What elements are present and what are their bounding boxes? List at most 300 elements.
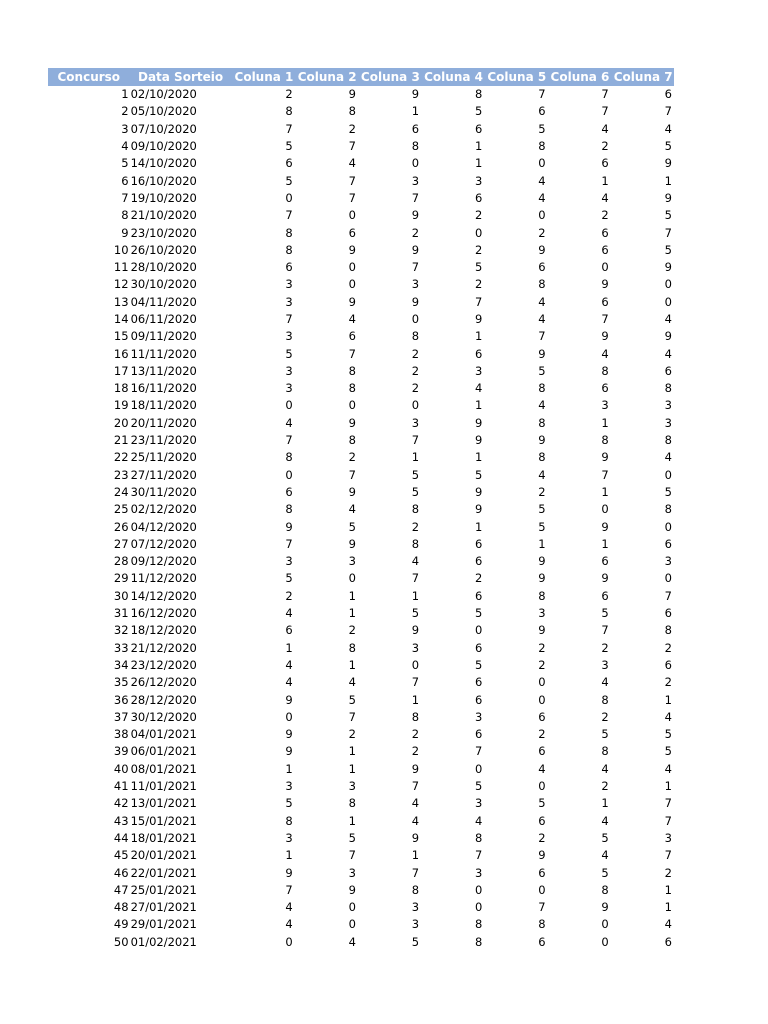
cell-coluna-3[interactable]: 7 bbox=[411, 190, 420, 205]
cell-coluna-4[interactable]: 6 bbox=[475, 675, 483, 690]
cell-coluna-6[interactable]: 1 bbox=[601, 484, 609, 499]
cell-coluna-7[interactable]: 4 bbox=[664, 709, 672, 724]
cell-coluna-2[interactable]: 0 bbox=[348, 277, 356, 292]
cell-data-sorteio[interactable]: 20/11/2020 bbox=[130, 415, 197, 430]
cell-coluna-1[interactable]: 3 bbox=[285, 277, 293, 292]
cell-coluna-6[interactable]: 8 bbox=[601, 692, 609, 707]
cell-data-sorteio[interactable]: 26/10/2020 bbox=[130, 242, 197, 257]
cell-coluna-6[interactable]: 4 bbox=[601, 346, 609, 361]
cell-coluna-3[interactable]: 7 bbox=[411, 675, 420, 690]
cell-coluna-1[interactable]: 4 bbox=[285, 415, 293, 430]
cell-coluna-6[interactable]: 1 bbox=[601, 173, 609, 188]
cell-coluna-7[interactable]: 4 bbox=[664, 312, 672, 326]
cell-coluna-4[interactable]: 1 bbox=[475, 156, 483, 171]
cell-coluna-4[interactable]: 1 bbox=[475, 450, 483, 465]
cell-coluna-5[interactable]: 8 bbox=[538, 381, 546, 396]
cell-coluna-7[interactable]: 0 bbox=[664, 294, 672, 309]
cell-coluna-2[interactable]: 9 bbox=[348, 294, 356, 309]
cell-coluna-3[interactable]: 9 bbox=[411, 208, 420, 223]
cell-coluna-7[interactable]: 7 bbox=[664, 104, 672, 119]
cell-coluna-1[interactable]: 4 bbox=[285, 657, 293, 672]
cell-coluna-7[interactable]: 4 bbox=[664, 346, 672, 361]
cell-data-sorteio[interactable]: 29/01/2021 bbox=[130, 917, 197, 932]
cell-coluna-2[interactable]: 1 bbox=[348, 744, 356, 759]
cell-coluna-7[interactable]: 4 bbox=[664, 450, 672, 465]
cell-coluna-3[interactable]: 1 bbox=[411, 104, 420, 119]
cell-coluna-6[interactable]: 6 bbox=[601, 381, 609, 396]
cell-coluna-4[interactable]: 9 bbox=[475, 312, 483, 326]
cell-coluna-5[interactable]: 0 bbox=[538, 208, 546, 223]
cell-coluna-2[interactable]: 1 bbox=[348, 606, 356, 621]
cell-coluna-7[interactable]: 6 bbox=[664, 657, 672, 672]
cell-coluna-1[interactable]: 3 bbox=[285, 779, 293, 794]
cell-data-sorteio[interactable]: 04/01/2021 bbox=[130, 727, 197, 742]
cell-concurso[interactable]: 39 bbox=[113, 744, 129, 759]
cell-coluna-2[interactable]: 0 bbox=[348, 398, 356, 413]
cell-coluna-7[interactable]: 3 bbox=[664, 398, 672, 413]
cell-coluna-1[interactable]: 3 bbox=[285, 381, 293, 396]
header-coluna-3[interactable]: Coluna 3 bbox=[358, 68, 421, 86]
cell-coluna-5[interactable]: 4 bbox=[538, 761, 546, 776]
cell-coluna-6[interactable]: 5 bbox=[601, 865, 609, 880]
cell-coluna-6[interactable]: 7 bbox=[601, 623, 609, 638]
cell-coluna-1[interactable]: 7 bbox=[285, 121, 293, 136]
cell-coluna-6[interactable]: 5 bbox=[601, 830, 609, 845]
cell-concurso[interactable]: 50 bbox=[113, 934, 129, 949]
cell-coluna-2[interactable]: 4 bbox=[348, 502, 356, 517]
cell-coluna-1[interactable]: 6 bbox=[285, 260, 293, 275]
cell-coluna-7[interactable]: 4 bbox=[664, 917, 672, 932]
cell-coluna-6[interactable]: 6 bbox=[601, 294, 609, 309]
cell-data-sorteio[interactable]: 07/10/2020 bbox=[130, 121, 197, 136]
cell-data-sorteio[interactable]: 08/01/2021 bbox=[130, 761, 197, 776]
cell-coluna-4[interactable]: 3 bbox=[475, 173, 483, 188]
cell-coluna-4[interactable]: 4 bbox=[475, 381, 483, 396]
cell-coluna-7[interactable]: 1 bbox=[664, 692, 672, 707]
header-concurso[interactable]: Concurso bbox=[48, 68, 130, 86]
cell-coluna-4[interactable]: 5 bbox=[475, 606, 483, 621]
cell-coluna-3[interactable]: 5 bbox=[411, 484, 420, 499]
cell-coluna-2[interactable]: 1 bbox=[348, 813, 356, 828]
cell-coluna-5[interactable]: 8 bbox=[538, 139, 546, 154]
cell-coluna-3[interactable]: 3 bbox=[411, 415, 420, 430]
header-coluna-1[interactable]: Coluna 1 bbox=[232, 68, 295, 86]
cell-coluna-1[interactable]: 5 bbox=[285, 173, 293, 188]
cell-coluna-5[interactable]: 9 bbox=[538, 623, 546, 638]
cell-coluna-3[interactable]: 0 bbox=[411, 657, 420, 672]
cell-coluna-5[interactable]: 5 bbox=[538, 519, 546, 534]
cell-coluna-3[interactable]: 1 bbox=[411, 588, 420, 603]
cell-concurso[interactable]: 34 bbox=[113, 657, 129, 672]
cell-coluna-2[interactable]: 9 bbox=[348, 882, 356, 897]
cell-concurso[interactable]: 31 bbox=[113, 606, 129, 621]
cell-data-sorteio[interactable]: 16/10/2020 bbox=[130, 173, 197, 188]
cell-concurso[interactable]: 15 bbox=[113, 329, 129, 344]
cell-coluna-3[interactable]: 1 bbox=[411, 450, 420, 465]
cell-data-sorteio[interactable]: 18/01/2021 bbox=[130, 830, 197, 845]
cell-coluna-6[interactable]: 9 bbox=[601, 519, 609, 534]
cell-coluna-2[interactable]: 7 bbox=[348, 709, 356, 724]
cell-concurso[interactable]: 14 bbox=[113, 312, 129, 326]
cell-data-sorteio[interactable]: 30/10/2020 bbox=[130, 277, 197, 292]
cell-coluna-4[interactable]: 3 bbox=[475, 796, 483, 811]
cell-concurso[interactable]: 48 bbox=[113, 900, 129, 915]
cell-coluna-5[interactable]: 6 bbox=[538, 260, 546, 275]
cell-coluna-1[interactable]: 4 bbox=[285, 675, 293, 690]
cell-coluna-5[interactable]: 4 bbox=[538, 190, 546, 205]
cell-coluna-4[interactable]: 8 bbox=[475, 917, 483, 932]
cell-coluna-2[interactable]: 1 bbox=[348, 657, 356, 672]
cell-coluna-5[interactable]: 4 bbox=[538, 312, 546, 326]
cell-coluna-5[interactable]: 4 bbox=[538, 467, 546, 482]
cell-coluna-6[interactable]: 0 bbox=[601, 934, 609, 949]
cell-coluna-2[interactable]: 8 bbox=[348, 796, 356, 811]
cell-coluna-4[interactable]: 5 bbox=[475, 104, 483, 119]
cell-coluna-7[interactable]: 1 bbox=[664, 900, 672, 915]
cell-data-sorteio[interactable]: 15/01/2021 bbox=[130, 813, 197, 828]
cell-coluna-6[interactable]: 3 bbox=[601, 398, 609, 413]
cell-coluna-7[interactable]: 5 bbox=[664, 208, 672, 223]
cell-data-sorteio[interactable]: 26/12/2020 bbox=[130, 675, 197, 690]
cell-coluna-6[interactable]: 8 bbox=[601, 363, 609, 378]
header-coluna-4[interactable]: Coluna 4 bbox=[421, 68, 484, 86]
cell-coluna-6[interactable]: 7 bbox=[601, 312, 609, 326]
cell-coluna-5[interactable]: 6 bbox=[538, 744, 546, 759]
cell-coluna-6[interactable]: 7 bbox=[601, 87, 609, 102]
cell-concurso[interactable]: 37 bbox=[113, 709, 129, 724]
cell-coluna-2[interactable]: 7 bbox=[348, 173, 356, 188]
cell-coluna-6[interactable]: 4 bbox=[601, 761, 609, 776]
cell-coluna-1[interactable]: 7 bbox=[285, 208, 293, 223]
cell-concurso[interactable]: 32 bbox=[113, 623, 129, 638]
cell-data-sorteio[interactable]: 30/11/2020 bbox=[130, 484, 197, 499]
cell-coluna-4[interactable]: 7 bbox=[475, 744, 483, 759]
cell-coluna-2[interactable]: 5 bbox=[348, 519, 356, 534]
cell-coluna-6[interactable]: 6 bbox=[601, 156, 609, 171]
cell-data-sorteio[interactable]: 07/12/2020 bbox=[130, 536, 197, 551]
cell-coluna-5[interactable]: 0 bbox=[538, 692, 546, 707]
cell-coluna-3[interactable]: 2 bbox=[411, 363, 420, 378]
cell-coluna-3[interactable]: 1 bbox=[411, 848, 420, 863]
cell-coluna-5[interactable]: 6 bbox=[538, 709, 546, 724]
cell-coluna-3[interactable]: 8 bbox=[411, 709, 420, 724]
cell-coluna-1[interactable]: 6 bbox=[285, 156, 293, 171]
cell-coluna-5[interactable]: 8 bbox=[538, 588, 546, 603]
cell-concurso[interactable]: 33 bbox=[113, 640, 129, 655]
cell-coluna-3[interactable]: 2 bbox=[411, 744, 420, 759]
cell-coluna-1[interactable]: 1 bbox=[285, 761, 293, 776]
cell-coluna-5[interactable]: 9 bbox=[538, 554, 546, 569]
cell-concurso[interactable]: 11 bbox=[113, 260, 129, 275]
cell-data-sorteio[interactable]: 14/10/2020 bbox=[130, 156, 197, 171]
cell-concurso[interactable]: 35 bbox=[113, 675, 129, 690]
cell-concurso[interactable]: 30 bbox=[113, 588, 129, 603]
cell-coluna-6[interactable]: 9 bbox=[601, 450, 609, 465]
cell-data-sorteio[interactable]: 28/10/2020 bbox=[130, 260, 197, 275]
cell-concurso[interactable]: 26 bbox=[113, 519, 129, 534]
cell-data-sorteio[interactable]: 27/01/2021 bbox=[130, 900, 197, 915]
cell-coluna-5[interactable]: 8 bbox=[538, 415, 546, 430]
header-coluna-2[interactable]: Coluna 2 bbox=[295, 68, 358, 86]
cell-coluna-4[interactable]: 2 bbox=[475, 242, 483, 257]
cell-coluna-3[interactable]: 2 bbox=[411, 346, 420, 361]
cell-coluna-7[interactable]: 9 bbox=[664, 156, 672, 171]
cell-data-sorteio[interactable]: 20/01/2021 bbox=[130, 848, 197, 863]
cell-concurso[interactable]: 40 bbox=[113, 761, 129, 776]
cell-coluna-2[interactable]: 2 bbox=[348, 121, 356, 136]
cell-coluna-6[interactable]: 0 bbox=[601, 260, 609, 275]
cell-coluna-4[interactable]: 3 bbox=[475, 709, 483, 724]
cell-coluna-4[interactable]: 0 bbox=[475, 225, 483, 240]
cell-coluna-3[interactable]: 5 bbox=[411, 467, 420, 482]
cell-coluna-4[interactable]: 7 bbox=[475, 294, 483, 309]
cell-coluna-1[interactable]: 0 bbox=[285, 934, 293, 949]
cell-coluna-4[interactable]: 1 bbox=[475, 139, 483, 154]
cell-coluna-2[interactable]: 2 bbox=[348, 623, 356, 638]
cell-coluna-5[interactable]: 2 bbox=[538, 640, 546, 655]
cell-coluna-2[interactable]: 0 bbox=[348, 917, 356, 932]
cell-coluna-7[interactable]: 5 bbox=[664, 242, 672, 257]
cell-data-sorteio[interactable]: 21/12/2020 bbox=[130, 640, 197, 655]
cell-coluna-7[interactable]: 1 bbox=[664, 779, 672, 794]
cell-coluna-3[interactable]: 8 bbox=[411, 536, 420, 551]
cell-data-sorteio[interactable]: 16/11/2020 bbox=[130, 381, 197, 396]
cell-coluna-4[interactable]: 1 bbox=[475, 398, 483, 413]
cell-coluna-4[interactable]: 6 bbox=[475, 727, 483, 742]
header-coluna-5[interactable]: Coluna 5 bbox=[484, 68, 547, 86]
cell-coluna-6[interactable]: 8 bbox=[601, 744, 609, 759]
cell-coluna-7[interactable]: 7 bbox=[664, 813, 672, 828]
cell-coluna-4[interactable]: 5 bbox=[475, 467, 483, 482]
cell-coluna-7[interactable]: 3 bbox=[664, 415, 672, 430]
cell-data-sorteio[interactable]: 21/10/2020 bbox=[130, 208, 197, 223]
cell-coluna-3[interactable]: 7 bbox=[411, 433, 420, 448]
cell-coluna-5[interactable]: 8 bbox=[538, 917, 546, 932]
cell-coluna-1[interactable]: 0 bbox=[285, 398, 293, 413]
cell-coluna-1[interactable]: 3 bbox=[285, 363, 293, 378]
cell-coluna-7[interactable]: 7 bbox=[664, 848, 672, 863]
cell-coluna-6[interactable]: 4 bbox=[601, 190, 609, 205]
cell-coluna-1[interactable]: 8 bbox=[285, 813, 293, 828]
cell-coluna-6[interactable]: 2 bbox=[601, 208, 609, 223]
cell-coluna-1[interactable]: 6 bbox=[285, 484, 293, 499]
cell-coluna-2[interactable]: 3 bbox=[348, 554, 356, 569]
cell-coluna-1[interactable]: 8 bbox=[285, 104, 293, 119]
cell-coluna-5[interactable]: 8 bbox=[538, 450, 546, 465]
cell-coluna-2[interactable]: 7 bbox=[348, 848, 356, 863]
cell-coluna-5[interactable]: 2 bbox=[538, 727, 546, 742]
cell-coluna-6[interactable]: 5 bbox=[601, 606, 609, 621]
cell-coluna-3[interactable]: 8 bbox=[411, 329, 420, 344]
cell-data-sorteio[interactable]: 06/01/2021 bbox=[130, 744, 197, 759]
cell-coluna-4[interactable]: 6 bbox=[475, 190, 483, 205]
cell-coluna-7[interactable]: 7 bbox=[664, 796, 672, 811]
cell-coluna-5[interactable]: 0 bbox=[538, 779, 546, 794]
cell-coluna-1[interactable]: 9 bbox=[285, 519, 293, 534]
cell-coluna-7[interactable]: 5 bbox=[664, 727, 672, 742]
cell-coluna-6[interactable]: 0 bbox=[601, 917, 609, 932]
cell-concurso[interactable]: 3 bbox=[121, 121, 129, 136]
cell-coluna-3[interactable]: 2 bbox=[411, 225, 420, 240]
cell-coluna-7[interactable]: 0 bbox=[664, 467, 672, 482]
cell-data-sorteio[interactable]: 14/12/2020 bbox=[130, 588, 197, 603]
cell-coluna-2[interactable]: 3 bbox=[348, 779, 356, 794]
cell-concurso[interactable]: 49 bbox=[113, 917, 129, 932]
cell-concurso[interactable]: 43 bbox=[113, 813, 129, 828]
cell-coluna-3[interactable]: 3 bbox=[411, 917, 420, 932]
cell-coluna-1[interactable]: 9 bbox=[285, 727, 293, 742]
cell-data-sorteio[interactable]: 25/11/2020 bbox=[130, 450, 197, 465]
cell-coluna-5[interactable]: 7 bbox=[538, 329, 546, 344]
cell-coluna-6[interactable]: 4 bbox=[601, 675, 609, 690]
cell-coluna-4[interactable]: 1 bbox=[475, 519, 483, 534]
cell-coluna-7[interactable]: 6 bbox=[664, 87, 672, 102]
cell-coluna-1[interactable]: 7 bbox=[285, 882, 293, 897]
cell-concurso[interactable]: 12 bbox=[113, 277, 129, 292]
cell-coluna-3[interactable]: 8 bbox=[411, 139, 420, 154]
cell-concurso[interactable]: 21 bbox=[113, 433, 129, 448]
cell-coluna-6[interactable]: 9 bbox=[601, 277, 609, 292]
cell-data-sorteio[interactable]: 04/12/2020 bbox=[130, 519, 197, 534]
cell-coluna-1[interactable]: 0 bbox=[285, 190, 293, 205]
cell-coluna-6[interactable]: 7 bbox=[601, 467, 609, 482]
cell-coluna-3[interactable]: 0 bbox=[411, 398, 420, 413]
cell-coluna-6[interactable]: 1 bbox=[601, 796, 609, 811]
cell-coluna-2[interactable]: 9 bbox=[348, 242, 356, 257]
cell-coluna-4[interactable]: 6 bbox=[475, 536, 483, 551]
cell-concurso[interactable]: 25 bbox=[113, 502, 129, 517]
cell-coluna-1[interactable]: 9 bbox=[285, 692, 293, 707]
cell-data-sorteio[interactable]: 02/10/2020 bbox=[130, 87, 197, 102]
cell-coluna-4[interactable]: 2 bbox=[475, 208, 483, 223]
cell-concurso[interactable]: 45 bbox=[113, 848, 129, 863]
cell-coluna-1[interactable]: 3 bbox=[285, 329, 293, 344]
cell-coluna-3[interactable]: 9 bbox=[411, 294, 420, 309]
cell-coluna-7[interactable]: 8 bbox=[664, 502, 672, 517]
cell-coluna-4[interactable]: 0 bbox=[475, 761, 483, 776]
cell-coluna-4[interactable]: 0 bbox=[475, 900, 483, 915]
cell-coluna-2[interactable]: 1 bbox=[348, 588, 356, 603]
cell-coluna-1[interactable]: 8 bbox=[285, 242, 293, 257]
cell-coluna-4[interactable]: 8 bbox=[475, 87, 483, 102]
cell-coluna-7[interactable]: 2 bbox=[664, 675, 672, 690]
cell-coluna-2[interactable]: 7 bbox=[348, 467, 356, 482]
cell-coluna-1[interactable]: 8 bbox=[285, 450, 293, 465]
cell-coluna-6[interactable]: 6 bbox=[601, 588, 609, 603]
cell-coluna-1[interactable]: 3 bbox=[285, 830, 293, 845]
cell-coluna-4[interactable]: 5 bbox=[475, 657, 483, 672]
cell-coluna-3[interactable]: 9 bbox=[411, 242, 420, 257]
cell-coluna-2[interactable]: 0 bbox=[348, 571, 356, 586]
cell-data-sorteio[interactable]: 09/11/2020 bbox=[130, 329, 197, 344]
cell-coluna-2[interactable]: 5 bbox=[348, 830, 356, 845]
cell-concurso[interactable]: 46 bbox=[113, 865, 129, 880]
cell-coluna-1[interactable]: 2 bbox=[285, 588, 293, 603]
cell-coluna-6[interactable]: 2 bbox=[601, 640, 609, 655]
cell-concurso[interactable]: 38 bbox=[113, 727, 129, 742]
cell-coluna-1[interactable]: 4 bbox=[285, 606, 293, 621]
cell-concurso[interactable]: 17 bbox=[113, 363, 129, 378]
cell-concurso[interactable]: 19 bbox=[113, 398, 129, 413]
cell-coluna-4[interactable]: 2 bbox=[475, 277, 483, 292]
cell-coluna-5[interactable]: 5 bbox=[538, 121, 546, 136]
cell-coluna-3[interactable]: 3 bbox=[411, 900, 420, 915]
cell-concurso[interactable]: 13 bbox=[113, 294, 129, 309]
cell-coluna-2[interactable]: 7 bbox=[348, 139, 356, 154]
cell-coluna-1[interactable]: 5 bbox=[285, 139, 293, 154]
cell-coluna-5[interactable]: 4 bbox=[538, 173, 546, 188]
cell-coluna-4[interactable]: 6 bbox=[475, 121, 483, 136]
cell-data-sorteio[interactable]: 13/11/2020 bbox=[130, 363, 197, 378]
cell-data-sorteio[interactable]: 02/12/2020 bbox=[130, 502, 197, 517]
cell-coluna-7[interactable]: 0 bbox=[664, 519, 672, 534]
cell-coluna-3[interactable]: 9 bbox=[411, 830, 420, 845]
cell-coluna-7[interactable]: 1 bbox=[664, 882, 672, 897]
cell-coluna-6[interactable]: 4 bbox=[601, 121, 609, 136]
cell-coluna-7[interactable]: 5 bbox=[664, 139, 672, 154]
cell-coluna-6[interactable]: 9 bbox=[601, 329, 609, 344]
cell-concurso[interactable]: 36 bbox=[113, 692, 129, 707]
cell-coluna-2[interactable]: 5 bbox=[348, 692, 356, 707]
cell-coluna-1[interactable]: 2 bbox=[285, 87, 293, 102]
cell-coluna-3[interactable]: 2 bbox=[411, 381, 420, 396]
cell-coluna-5[interactable]: 9 bbox=[538, 346, 546, 361]
cell-coluna-7[interactable]: 9 bbox=[664, 190, 672, 205]
cell-coluna-4[interactable]: 6 bbox=[475, 588, 483, 603]
cell-coluna-3[interactable]: 9 bbox=[411, 87, 420, 102]
cell-coluna-3[interactable]: 3 bbox=[411, 173, 420, 188]
cell-coluna-7[interactable]: 3 bbox=[664, 830, 672, 845]
cell-concurso[interactable]: 24 bbox=[113, 484, 129, 499]
cell-coluna-5[interactable]: 0 bbox=[538, 882, 546, 897]
cell-coluna-6[interactable]: 8 bbox=[601, 433, 609, 448]
cell-coluna-6[interactable]: 8 bbox=[601, 882, 609, 897]
cell-coluna-7[interactable]: 5 bbox=[664, 484, 672, 499]
cell-coluna-5[interactable]: 9 bbox=[538, 571, 546, 586]
cell-coluna-5[interactable]: 4 bbox=[538, 398, 546, 413]
cell-coluna-6[interactable]: 5 bbox=[601, 727, 609, 742]
cell-coluna-4[interactable]: 9 bbox=[475, 415, 483, 430]
cell-coluna-3[interactable]: 5 bbox=[411, 934, 420, 949]
cell-concurso[interactable]: 5 bbox=[121, 156, 129, 171]
cell-coluna-4[interactable]: 6 bbox=[475, 554, 483, 569]
cell-coluna-4[interactable]: 7 bbox=[475, 848, 483, 863]
cell-coluna-1[interactable]: 1 bbox=[285, 848, 293, 863]
cell-concurso[interactable]: 16 bbox=[113, 346, 129, 361]
cell-coluna-2[interactable]: 7 bbox=[348, 190, 356, 205]
cell-coluna-5[interactable]: 9 bbox=[538, 433, 546, 448]
cell-coluna-5[interactable]: 0 bbox=[538, 156, 546, 171]
cell-coluna-4[interactable]: 9 bbox=[475, 484, 483, 499]
cell-coluna-1[interactable]: 3 bbox=[285, 554, 293, 569]
cell-coluna-6[interactable]: 9 bbox=[601, 571, 609, 586]
cell-concurso[interactable]: 1 bbox=[121, 87, 129, 102]
cell-data-sorteio[interactable]: 01/02/2021 bbox=[130, 934, 197, 949]
cell-concurso[interactable]: 6 bbox=[121, 173, 129, 188]
cell-coluna-3[interactable]: 0 bbox=[411, 156, 420, 171]
cell-coluna-7[interactable]: 6 bbox=[664, 536, 672, 551]
cell-coluna-3[interactable]: 7 bbox=[411, 779, 420, 794]
cell-concurso[interactable]: 23 bbox=[113, 467, 129, 482]
cell-coluna-1[interactable]: 6 bbox=[285, 623, 293, 638]
cell-coluna-5[interactable]: 7 bbox=[538, 900, 546, 915]
cell-coluna-3[interactable]: 6 bbox=[411, 121, 420, 136]
cell-concurso[interactable]: 29 bbox=[113, 571, 129, 586]
cell-coluna-7[interactable]: 9 bbox=[664, 260, 672, 275]
cell-data-sorteio[interactable]: 19/10/2020 bbox=[130, 190, 197, 205]
cell-coluna-7[interactable]: 0 bbox=[664, 571, 672, 586]
cell-coluna-4[interactable]: 3 bbox=[475, 363, 483, 378]
